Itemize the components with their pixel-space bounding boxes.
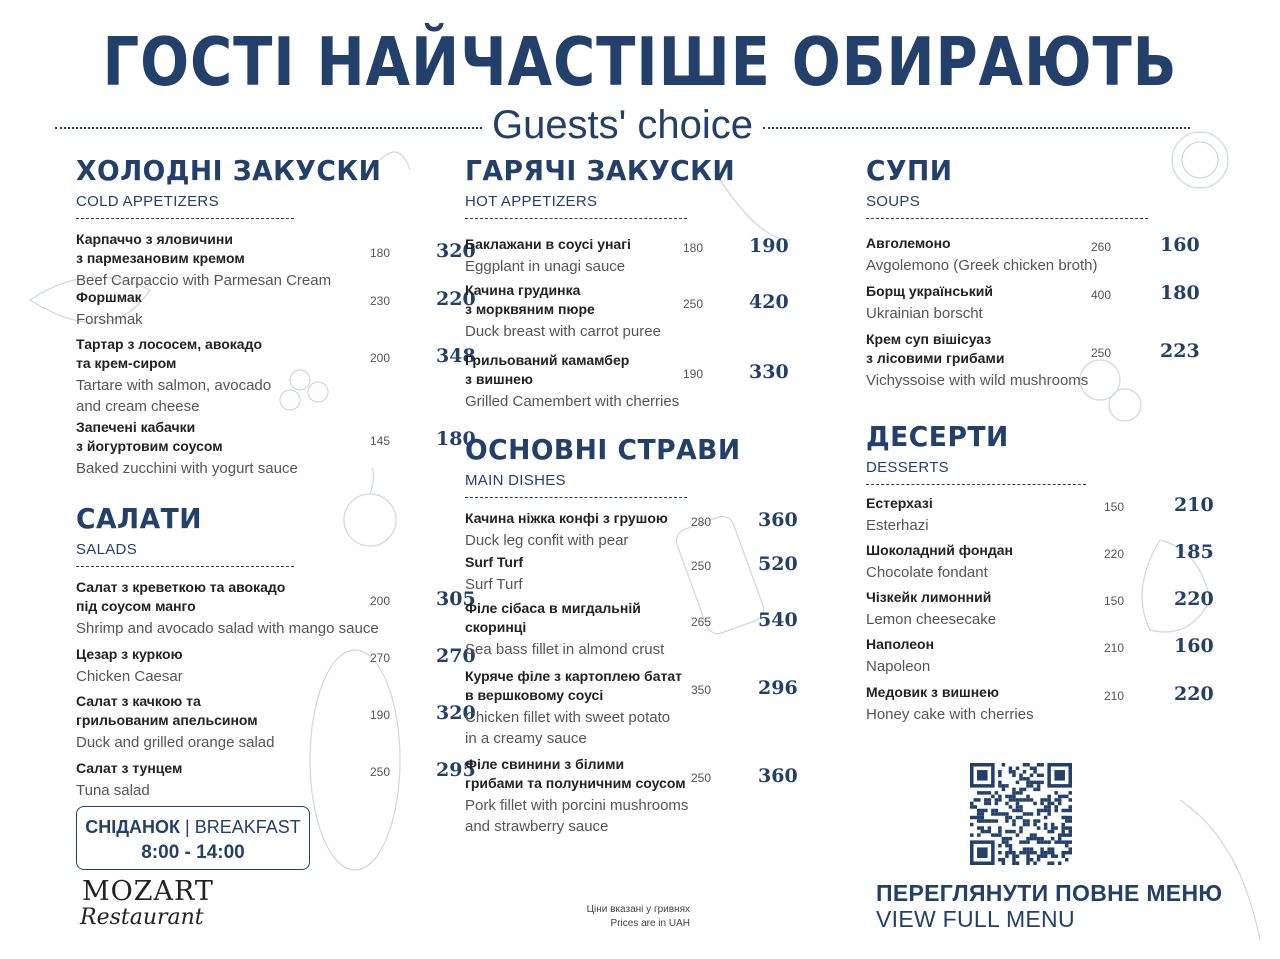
dish-weight: 200 [369, 351, 390, 365]
dish-weight: 150 [1103, 500, 1124, 514]
breakfast-label [77, 817, 309, 838]
view-full-menu-en[interactable]: VIEW FULL MENU [876, 906, 1075, 932]
dish-weight: 190 [369, 708, 390, 722]
section-main [465, 433, 798, 835]
dish-name-en: Pork fillet with porcini mushrooms and strawberry sauce [465, 797, 689, 835]
dish-name-en: Tartare with salmon, avocado and cream cheese [76, 377, 272, 415]
dish-weight: 250 [682, 297, 703, 311]
menu-item [76, 230, 476, 291]
dish-name-en: Lemon cheesecake [866, 611, 997, 628]
dish-name-ua: Естерхазі [866, 495, 933, 511]
section-divider [866, 218, 1148, 219]
dish-name-ua: Форшмак [76, 289, 142, 305]
dish-weight: 180 [682, 241, 703, 255]
menu-item [866, 588, 1214, 630]
menu-item [465, 599, 798, 660]
menu-item [76, 578, 476, 639]
restaurant-logo-tagline: Restaurant [80, 905, 204, 930]
menu-item [76, 645, 476, 687]
dish-name-en: Ukrainian borscht [866, 305, 983, 322]
dish-price: 320 [436, 702, 476, 724]
dish-name-en: Duck breast with carrot puree [465, 323, 661, 340]
dish-name-en: Vichyssoise with wild mushrooms [866, 372, 1089, 389]
qr-code-icon[interactable] [970, 763, 1072, 865]
menu-item [866, 635, 1214, 677]
section-divider [465, 218, 687, 219]
dish-price: 220 [436, 288, 476, 310]
dish-weight: 220 [1103, 547, 1124, 561]
dish-name-ua: Качина ніжка конфі з грушою [465, 510, 668, 526]
section-desserts [866, 420, 1214, 801]
dish-name-en: Forshmak [76, 311, 143, 328]
dish-name-en: Eggplant in unagi sauce [465, 258, 626, 275]
menu-item [76, 692, 476, 753]
menu-item [465, 509, 798, 551]
breakfast-hours: 8:00 - 14:00 [141, 842, 245, 863]
dish-name-ua: Авголемоно [866, 235, 951, 251]
section-subtitle: MAIN DISHES [465, 472, 566, 489]
dish-weight: 145 [369, 434, 390, 448]
menu-item [866, 330, 1210, 391]
section-cold [76, 154, 476, 535]
dish-name-en: Esterhazi [866, 517, 929, 534]
menu-item [866, 683, 1214, 725]
dish-name-ua: Салат з тунцем [76, 760, 183, 776]
menu-item [76, 288, 476, 330]
dish-name-en: Chicken fillet with sweet potato in a creamy sauce [465, 709, 671, 747]
dish-price: 540 [758, 609, 798, 631]
dish-weight: 190 [682, 367, 703, 381]
dish-price: 360 [758, 509, 798, 531]
restaurant-logo-name: MOZART [82, 876, 214, 907]
menu-item [76, 759, 476, 801]
dish-name-en: Grilled Camembert with cherries [465, 393, 680, 410]
breakfast-label-en: BREAKFAST [194, 817, 301, 837]
menu-item [465, 553, 798, 595]
dish-name-en: Honey cake with cherries [866, 706, 1034, 723]
dish-price: 348 [436, 345, 476, 367]
section-divider [76, 566, 294, 567]
subtitle-row [55, 100, 1190, 150]
page-title: ГОСТІ НАЙЧАСТІШЕ ОБИРАЮТЬ [102, 23, 1178, 101]
dish-price: 180 [1160, 282, 1200, 304]
dish-price: 520 [758, 553, 798, 575]
dish-name-ua: Карпаччо з яловичини з пармезановим кремом [76, 231, 245, 266]
footnote-en: Prices are in UAH [610, 918, 690, 929]
dish-price: 160 [1174, 635, 1214, 657]
menu-item [866, 494, 1214, 536]
currency-footnote [560, 903, 690, 931]
dish-weight: 180 [369, 246, 390, 260]
dish-price: 420 [749, 291, 789, 313]
dish-name-en: Duck and grilled orange salad [76, 734, 275, 751]
dish-weight: 210 [1103, 641, 1124, 655]
dish-weight: 265 [690, 615, 711, 629]
dish-name-ua: Філе сібаса в мигдальній скоринці [465, 600, 641, 635]
section-subtitle: SALADS [76, 541, 137, 558]
dish-name-ua: Філе свинини з білими грибами та полуничним соусом [465, 756, 686, 791]
dish-price: 270 [436, 645, 476, 667]
dish-name-en: Shrimp and avocado salad with mango sauce [76, 620, 379, 637]
dish-name-ua: Наполеон [866, 636, 935, 652]
dish-name-en: Surf Turf [465, 576, 523, 593]
dish-name-ua: Тартар з лососем, авокадо та крем-сиром [76, 336, 263, 371]
view-full-menu-ua[interactable]: ПЕРЕГЛЯНУТИ ПОВНЕ МЕНЮ [876, 880, 1223, 906]
menu-item [866, 541, 1214, 583]
menu-item [465, 235, 789, 277]
breakfast-hours-box [76, 806, 310, 870]
menu-item [76, 335, 476, 417]
dish-price: 305 [436, 588, 476, 610]
dish-name-en: Avgolemono (Greek chicken broth) [866, 257, 1098, 274]
dish-name-ua: Баклажани в соусі унагі [465, 236, 631, 252]
dish-name-en: Baked zucchini with yogurt sauce [76, 460, 298, 477]
dish-name-en: Chicken Caesar [76, 668, 183, 685]
dish-price: 330 [749, 361, 789, 383]
dish-name-ua: Медовик з вишнею [866, 684, 999, 700]
dish-name-ua: Борщ український [866, 283, 994, 299]
dish-weight: 250 [690, 771, 711, 785]
dish-name-ua: Салат з качкою та грильованим апельсином [76, 693, 258, 728]
dish-name-ua: Салат з креветкою та авокадо під соусом манго [76, 579, 286, 614]
dish-weight: 210 [1103, 689, 1124, 703]
dish-name-ua: Крем суп вішісуаз з лісовими грибами [866, 331, 1005, 366]
menu-item [866, 282, 1210, 324]
section-title: СУПИ [866, 154, 953, 187]
dish-weight: 250 [1090, 346, 1111, 360]
section-title: ХОЛОДНІ ЗАКУСКИ [76, 154, 382, 187]
dish-name-ua: Чізкейк лимонний [866, 589, 992, 605]
dish-weight: 270 [369, 651, 390, 665]
dish-price: 180 [436, 428, 476, 450]
dish-weight: 200 [369, 594, 390, 608]
dish-name-ua: Качина грудинка з морквяним пюре [465, 282, 595, 317]
divider-right [763, 127, 1190, 129]
dish-name-ua: Запечені кабачки з йогуртовим соусом [76, 419, 223, 454]
dish-price: 360 [758, 765, 798, 787]
menu-item [465, 351, 789, 412]
dish-name-en: Sea bass fillet in almond crust [465, 641, 665, 658]
dish-weight: 250 [690, 559, 711, 573]
dish-price: 220 [1174, 683, 1214, 705]
dish-name-ua: Surf Turf [465, 554, 524, 570]
section-title: ОСНОВНІ СТРАВИ [465, 433, 741, 466]
dish-price: 185 [1174, 541, 1214, 563]
menu-item [465, 667, 798, 749]
dish-price: 320 [436, 240, 476, 262]
section-subtitle: SOUPS [866, 193, 921, 210]
dish-weight: 250 [369, 765, 390, 779]
section-subtitle: HOT APPETIZERS [465, 193, 598, 210]
section-title: ДЕСЕРТИ [866, 420, 1009, 453]
menu-item [76, 418, 476, 479]
dish-price: 295 [436, 759, 476, 781]
dish-name-en: Napoleon [866, 658, 931, 675]
section-title: САЛАТИ [76, 502, 203, 535]
dish-weight: 400 [1090, 288, 1111, 302]
dish-name-ua: Грильований камамбер з вишнею [465, 352, 630, 387]
footnote-ua: Ціни вказані у гривнях [586, 904, 690, 915]
section-subtitle: DESSERTS [866, 459, 949, 476]
menu-item [465, 281, 789, 342]
dish-name-ua: Шоколадний фондан [866, 542, 1013, 558]
section-divider [465, 497, 687, 498]
dish-price: 210 [1174, 494, 1214, 516]
menu-item [465, 755, 798, 837]
dish-name-en: Chocolate fondant [866, 564, 988, 581]
dish-name-ua: Куряче філе з картоплею батат в вершковому соусі [465, 668, 682, 703]
dish-price: 190 [749, 235, 789, 257]
page-subtitle: Guests' choice [491, 102, 754, 147]
dish-price: 296 [758, 677, 798, 699]
dish-weight: 280 [690, 515, 711, 529]
dish-name-en: Tuna salad [76, 782, 150, 799]
dish-name-en: Beef Carpaccio with Parmesan Cream [76, 272, 332, 289]
menu-item [866, 234, 1210, 276]
dish-weight: 230 [369, 294, 390, 308]
dish-weight: 260 [1090, 240, 1111, 254]
dish-price: 220 [1174, 588, 1214, 610]
dish-price: 223 [1160, 340, 1200, 362]
breakfast-separator: | [185, 817, 190, 837]
section-divider [866, 484, 1086, 485]
dish-weight: 350 [690, 683, 711, 697]
section-title: ГАРЯЧІ ЗАКУСКИ [465, 154, 736, 187]
dish-price: 160 [1160, 234, 1200, 256]
dish-weight: 150 [1103, 594, 1124, 608]
dish-name-en: Duck leg confit with pear [465, 532, 629, 549]
section-subtitle: COLD APPETIZERS [76, 193, 219, 210]
dish-name-ua: Цезар з куркою [76, 646, 183, 662]
divider-left [55, 127, 482, 129]
section-divider [76, 218, 294, 219]
breakfast-label-ua: СНІДАНОК [85, 817, 181, 837]
